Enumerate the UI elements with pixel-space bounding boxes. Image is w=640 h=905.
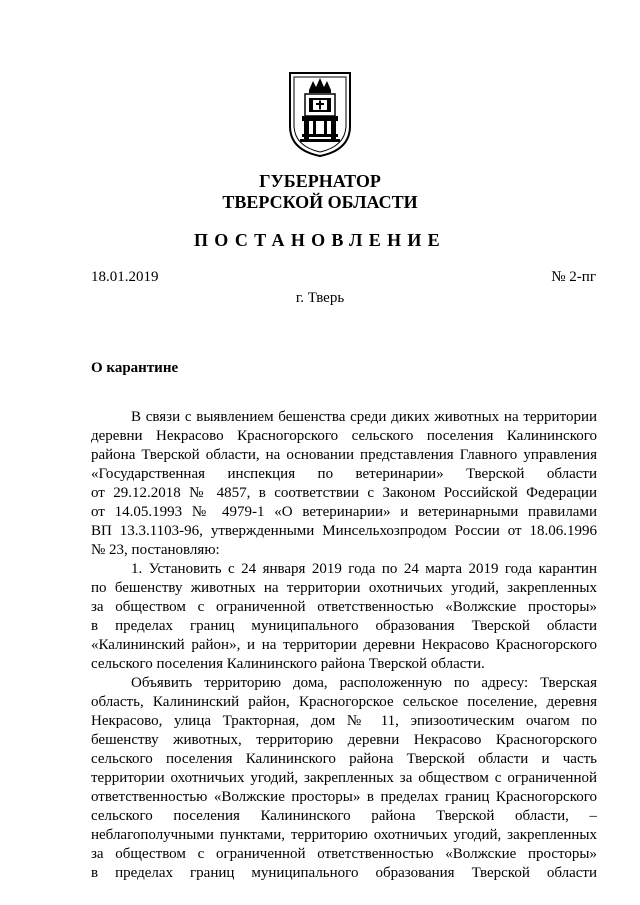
body-line: бешенству животных, территорию деревни Некрасово Красногорского (91, 732, 597, 748)
body-line: сельского поселения Калининского района Тверской области, – (91, 808, 597, 824)
body-line: за обществом с ограниченной ответственностью «Волжские просторы» (91, 846, 597, 862)
body-line: сельского поселения Калининского района Тверской области и часть (91, 751, 597, 767)
body-line: в пределах границ муниципального образования Тверской области (91, 618, 597, 634)
body-line: деревни Некрасово Красногорского сельского поселения Калининского (91, 428, 597, 444)
body-line: Некрасово, улица Тракторная, дом № 11, эпизоотическим очагом по (91, 713, 597, 729)
body-line: ответственностью «Волжские просторы» в пределах границ Красногорского (91, 789, 597, 805)
body-line: «Государственная инспекция по ветеринарии» Тверской области (91, 466, 597, 482)
issuer-region: ТВЕРСКОЙ ОБЛАСТИ (222, 192, 418, 212)
tver-coat-of-arms-emblem (287, 70, 353, 158)
document-number: № 2-пг (551, 269, 596, 285)
document-city: г. Тверь (295, 290, 345, 306)
body-line: область, Калининский район, Красногорское сельское поселение, деревня (91, 694, 597, 710)
body-line: от 14.05.1993 № 4979-1 «О ветеринарии» и ветеринарными правилами (91, 504, 597, 520)
document-date: 18.01.2019 (91, 269, 159, 285)
issuer-title: ГУБЕРНАТОР (259, 171, 381, 191)
body-line: ВП 13.3.1103-96, утвержденными Минсельхозпродом России от 18.06.1996 (91, 523, 597, 539)
body-line: Объявить территорию дома, расположенную по адресу: Тверская (131, 675, 597, 691)
body-line: «Калининский район», и на территории деревни Некрасово Красногорского (91, 637, 597, 653)
document-title: О карантине (91, 360, 179, 376)
body-line: неблагополучными пунктами, территорию охотничьих угодий, закрепленных (91, 827, 597, 843)
document-type: ПОСТАНОВЛЕНИЕ (194, 230, 446, 250)
body-line: от 29.12.2018 № 4857, в соответствии с Законом Российской Федерации (91, 485, 597, 501)
body-line: 1. Установить с 24 января 2019 года по 24 марта 2019 года карантин (131, 561, 597, 577)
body-line: за обществом с ограниченной ответственностью «Волжские просторы» (91, 599, 597, 615)
body-line: территории охотничьих угодий, закрепленных за обществом с ограниченной (91, 770, 597, 786)
body-line: в пределах границ муниципального образования Тверской области (91, 865, 597, 881)
body-line: В связи с выявлением бешенства среди диких животных на территории (131, 409, 597, 425)
body-line: по бешенству животных на территории охотничьих угодий, закрепленных (91, 580, 597, 596)
body-line: № 23, постановляю: (91, 542, 220, 558)
body-line: района Тверской области, на основании представления Главного управления (91, 447, 597, 463)
body-line: сельского поселения Калининского района Тверской области. (91, 656, 485, 672)
